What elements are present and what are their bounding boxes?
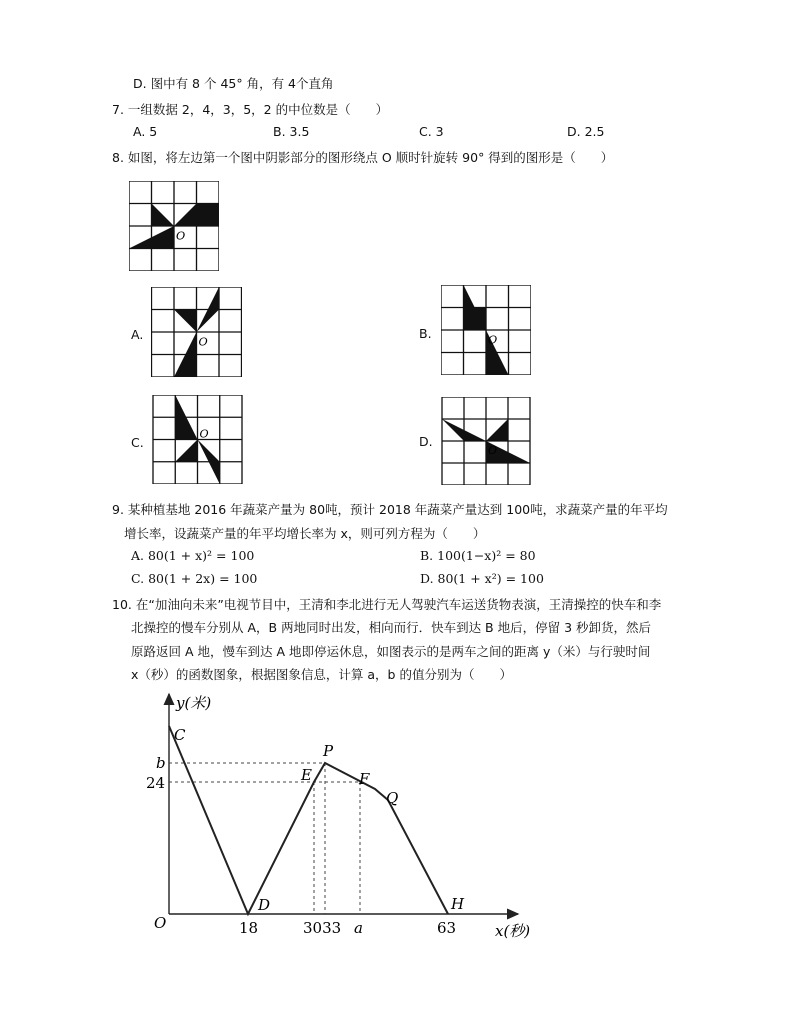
x-tick-18: 18 bbox=[239, 919, 259, 937]
x-tick-63: 63 bbox=[437, 919, 457, 937]
q9-stem-line1: 9. 某种植基地 2016 年蔬菜产量为 80吨，预计 2018 年蔬菜产量达到 100吨，求蔬菜产量的年平均 bbox=[112, 502, 668, 517]
q8-option-c-figure[interactable] bbox=[152, 395, 243, 484]
q8-option-d-figure[interactable] bbox=[441, 397, 531, 485]
q7-stem: 7. 一组数据 2，4，3，5，2 的中位数是（ ） bbox=[112, 102, 389, 117]
dashed-guides bbox=[169, 763, 360, 914]
distance-polyline bbox=[169, 726, 448, 914]
q8-original-figure bbox=[129, 181, 219, 271]
origin-label: O bbox=[154, 914, 167, 932]
q8-point-o: O bbox=[176, 229, 186, 243]
q10-stem-line3: 原路返回 A 地，慢车到达 A 地即停运休息，如图表示的是两车之间的距离 y（米）与行驶时间 bbox=[131, 644, 651, 659]
q8-stem: 8. 如图，将左边第一个图中阴影部分的图形绕点 O 顺时针旋转 90° 得到的图形是（ ） bbox=[112, 150, 614, 165]
q9-option-b: B. 100(1−x)² = 80 bbox=[420, 548, 536, 563]
q8-option-d-point-o: O bbox=[488, 444, 498, 457]
q8-option-b-figure[interactable] bbox=[441, 285, 531, 375]
point-d: D bbox=[258, 896, 271, 914]
q9-option-a: A. 80(1 + x)² = 100 bbox=[131, 548, 255, 563]
q9-stem-line2: 增长率，设蔬菜产量的年平均增长率为 x，则可列方程为（ ） bbox=[124, 526, 486, 541]
q7-option-d: D. 2.5 bbox=[567, 124, 605, 139]
q8-option-a-label: A. bbox=[131, 327, 144, 342]
q7-option-a: A. 5 bbox=[133, 124, 158, 139]
q9-option-c: C. 80(1 + 2x) = 100 bbox=[131, 571, 258, 586]
q8-option-c-point-o: O bbox=[199, 427, 209, 441]
q9-option-d: D. 80(1 + x²) = 100 bbox=[420, 571, 544, 586]
q10-stem-line2: 北操控的慢车分别从 A，B 两地同时出发，相向而行．快车到达 B 地后，停留 3 秒卸货，然后 bbox=[131, 620, 651, 635]
q8-option-b-point-o: O bbox=[488, 333, 498, 347]
q10-stem-line4: x（秒）的函数图象，根据图象信息，计算 a，b 的值分别为（ ） bbox=[131, 667, 512, 682]
q8-option-a-figure[interactable] bbox=[151, 287, 242, 377]
q6-option-d: D. 图中有 8 个 45° 角，有 4个直角 bbox=[133, 76, 334, 91]
y-tick-b: b bbox=[156, 754, 166, 772]
q8-option-d-label: D. bbox=[419, 434, 433, 449]
x-axis-label: x(秒) bbox=[495, 922, 531, 940]
q8-option-a-point-o: O bbox=[198, 335, 208, 349]
q7-option-b: B. 3.5 bbox=[273, 124, 310, 139]
x-tick-3033: 3033 bbox=[303, 919, 342, 937]
q10-function-graph bbox=[140, 688, 550, 948]
y-tick-24: 24 bbox=[146, 774, 166, 792]
q7-option-c: C. 3 bbox=[419, 124, 444, 139]
point-p: P bbox=[323, 742, 334, 760]
point-c: C bbox=[174, 726, 186, 744]
x-tick-a: a bbox=[354, 919, 363, 937]
point-f: F bbox=[359, 770, 370, 788]
y-axis-label: y(米) bbox=[176, 694, 212, 712]
point-q: Q bbox=[386, 789, 399, 807]
point-e: E bbox=[301, 766, 312, 784]
q10-stem-line1: 10. 在“加油向未来”电视节目中，王清和李北进行无人驾驶汽车运送货物表演，王清操控的快车和李 bbox=[112, 597, 662, 612]
q8-option-b-label: B. bbox=[419, 326, 432, 341]
point-h: H bbox=[451, 895, 465, 913]
q8-option-c-label: C. bbox=[131, 435, 144, 450]
